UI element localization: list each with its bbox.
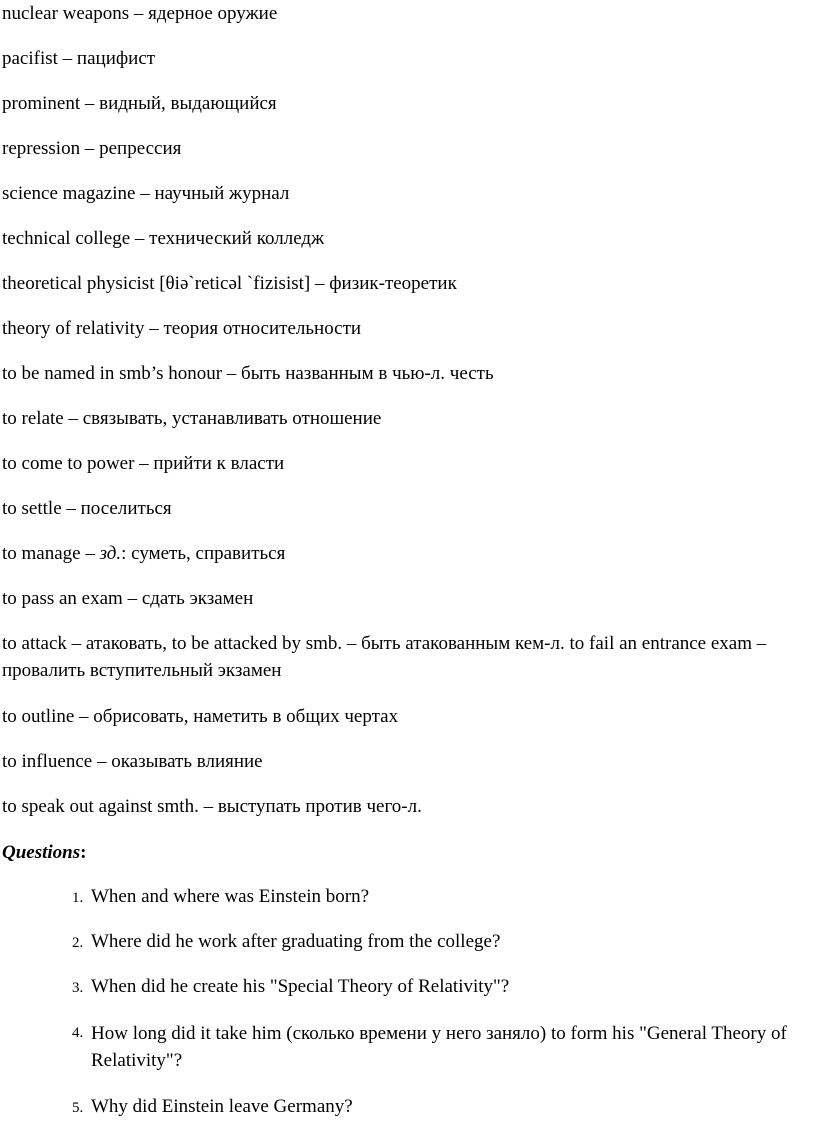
question-item bbox=[72, 883, 792, 912]
vocab-entry-outline: to outline – обрисовать, наметить в общих чертах bbox=[2, 706, 399, 727]
question-number: 1. bbox=[72, 890, 84, 906]
question-item bbox=[72, 928, 792, 957]
question-text: When and where was Einstein born? bbox=[91, 886, 370, 907]
question-item bbox=[72, 1093, 792, 1122]
vocab-entry-pass-exam: to pass an exam – сдать экзамен bbox=[2, 588, 254, 609]
question-number: 3. bbox=[72, 980, 84, 996]
vocab-entry-to-manage bbox=[2, 542, 285, 566]
vocab-entry-to-relate: to relate – связывать, устанавливать отношение bbox=[2, 408, 382, 429]
vocab-entry-nuclear-weapons: nuclear weapons – ядерное оружие bbox=[2, 3, 278, 24]
vocab-entry-theoretical-physicist: theoretical physicist [θiə`reticəl `fizisist] – физик-теоретик bbox=[2, 273, 457, 294]
vocab-entry-come-to-power: to come to power – прийти к власти bbox=[2, 453, 285, 474]
vocab-entry-named-in-honour: to be named in smb’s honour – быть названным в чью-л. честь bbox=[2, 363, 494, 384]
vocab-entry-prominent: prominent – видный, выдающийся bbox=[2, 93, 277, 114]
questions-heading bbox=[2, 841, 86, 865]
vocab-entry-theory-of-relativity: theory of relativity – теория относительности bbox=[2, 318, 362, 339]
question-text: When did he create his "Special Theory of Relativity"? bbox=[91, 976, 510, 997]
question-number: 4. bbox=[72, 1025, 84, 1041]
vocab-entry-speak-out: to speak out against smth. – выступать против чего-л. bbox=[2, 796, 422, 817]
question-text: Why did Einstein leave Germany? bbox=[91, 1096, 353, 1117]
manage-term: to manage – bbox=[2, 543, 100, 564]
question-item bbox=[72, 1018, 792, 1074]
question-number: 5. bbox=[72, 1100, 84, 1116]
vocab-entry-repression: repression – репрессия bbox=[2, 138, 182, 159]
manage-abbreviation: зд. bbox=[99, 543, 122, 564]
vocab-entry-science-magazine: science magazine – научный журнал bbox=[2, 183, 290, 204]
vocab-entry-pacifist: pacifist – пацифист bbox=[2, 48, 156, 69]
question-item bbox=[72, 973, 792, 1002]
question-text: How long did it take him (сколько времени у него заняло) to form his "General Theory of Relativity"? bbox=[91, 1023, 787, 1071]
vocab-entry-influence: to influence – оказывать влияние bbox=[2, 751, 263, 772]
question-number: 2. bbox=[72, 935, 84, 951]
vocab-entry-attack: to attack – атаковать, to be attacked by smb. – быть атакованным кем-л. to fail an entrance exam – провалить вступительный экзамен bbox=[2, 633, 767, 681]
questions-heading-colon: : bbox=[80, 842, 87, 863]
question-text: Where did he work after graduating from the college? bbox=[91, 931, 501, 952]
vocab-entry-technical-college: technical college – технический колледж bbox=[2, 228, 325, 249]
manage-translation: : суметь, справиться bbox=[121, 543, 286, 564]
questions-heading-label: Questions bbox=[2, 842, 81, 863]
vocab-entry-to-settle: to settle – поселиться bbox=[2, 498, 172, 519]
